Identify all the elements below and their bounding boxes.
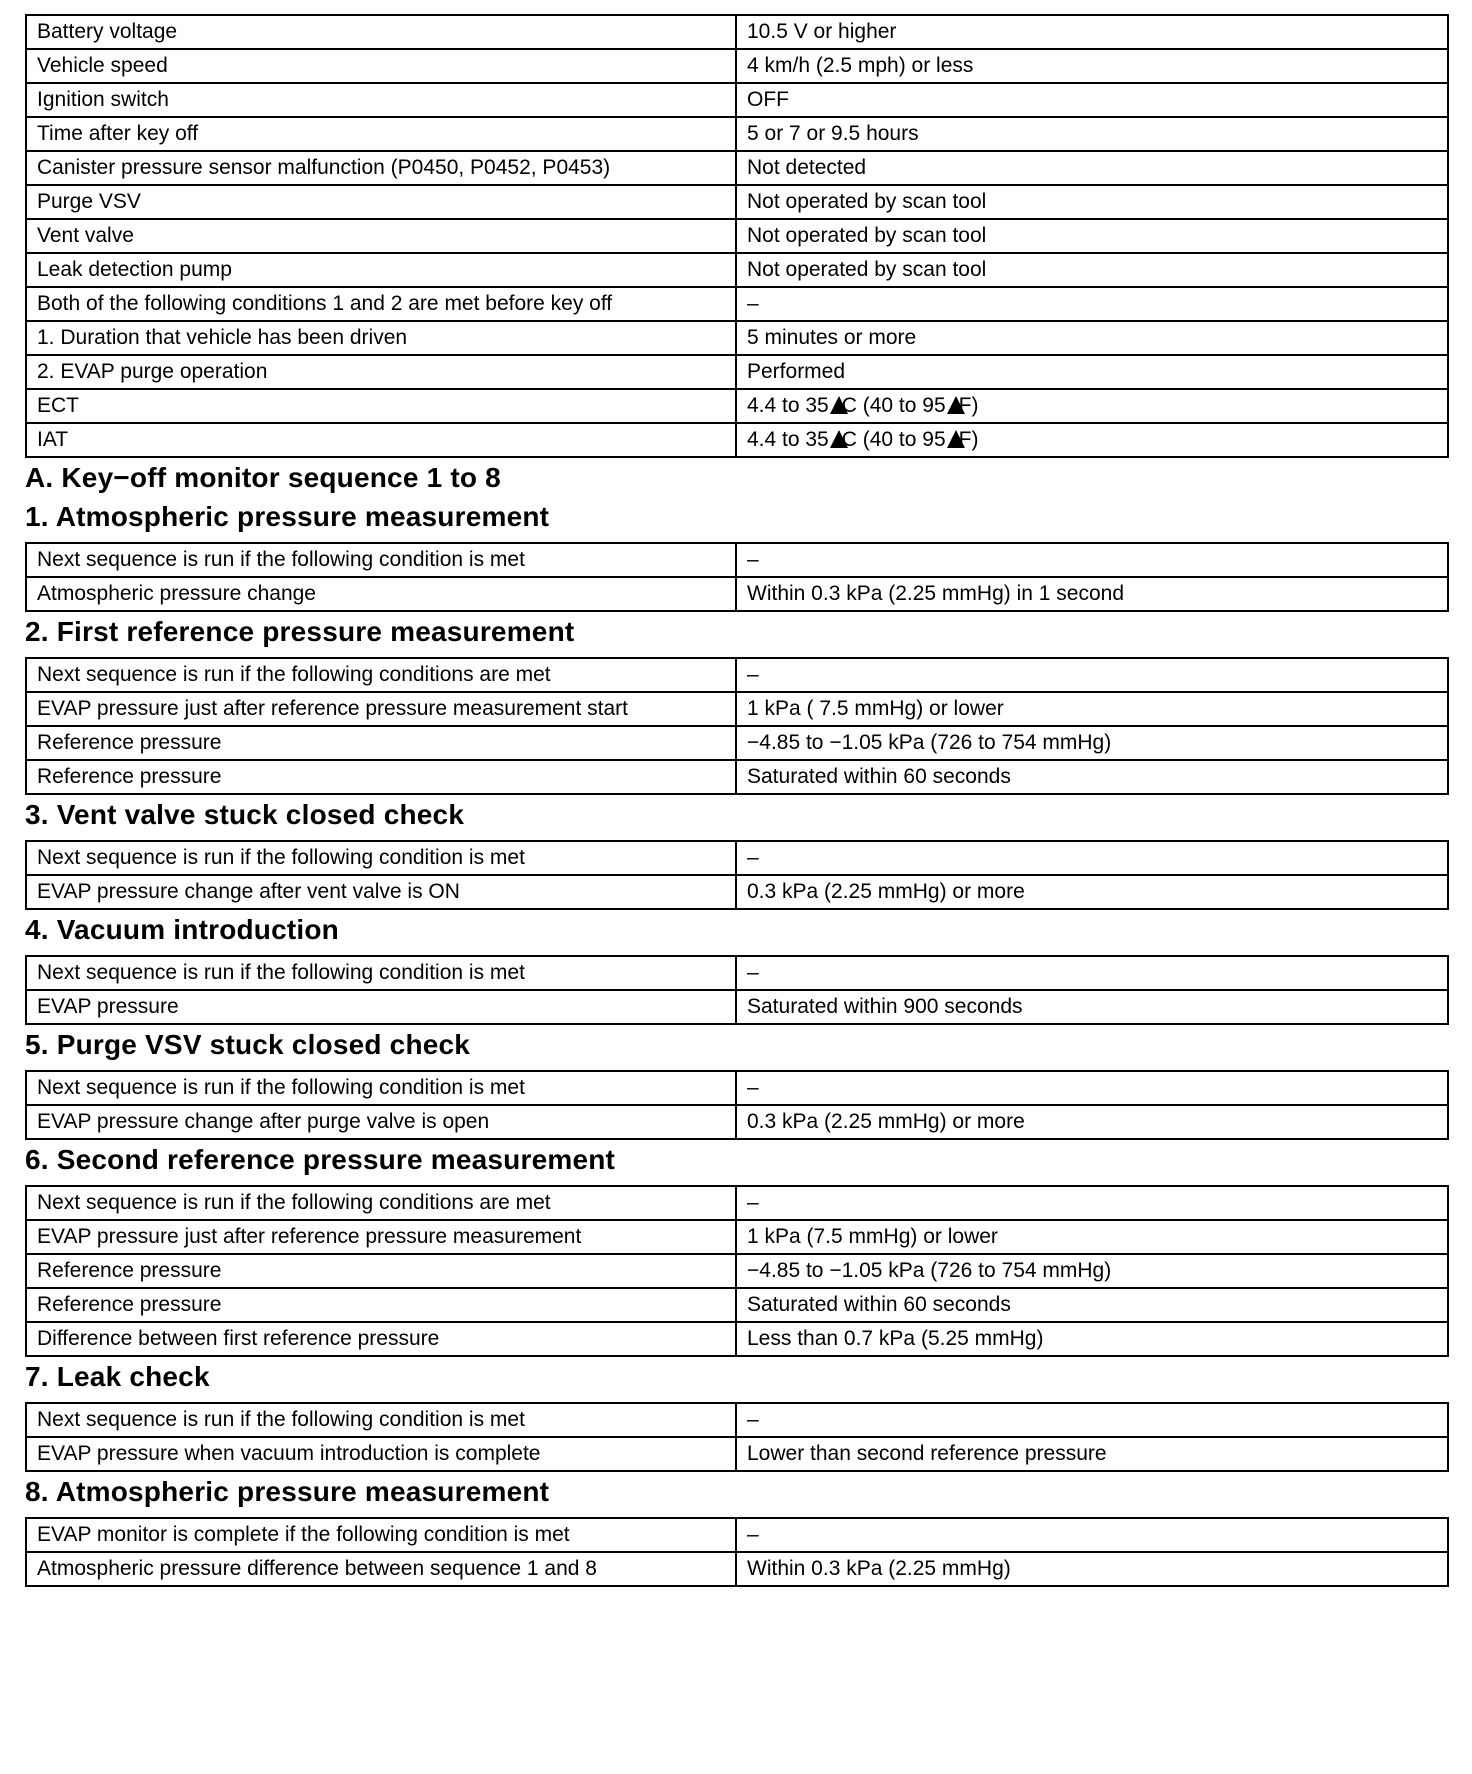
table-row: [26, 117, 1448, 151]
condition-item-cell: Atmospheric pressure difference between sequence 1 and 8: [26, 1552, 736, 1586]
table-row: [26, 1288, 1448, 1322]
condition-value-cell: Performed: [736, 355, 1448, 389]
condition-item-cell: Purge VSV: [26, 185, 736, 219]
condition-value-cell: OFF: [736, 83, 1448, 117]
section-heading: 5. Purge VSV stuck closed check: [25, 1029, 471, 1060]
condition-value-cell: 1 kPa ( 7.5 mmHg) or lower: [736, 692, 1448, 726]
condition-value-cell: –: [736, 1071, 1448, 1105]
table-row: [26, 990, 1448, 1024]
table-row: [26, 1105, 1448, 1139]
table-row: [26, 1403, 1448, 1437]
table-row: [26, 49, 1448, 83]
condition-value-cell: 4.4 to 35 C (40 to 95 F): [736, 389, 1448, 423]
condition-value-cell: 0.3 kPa (2.25 mmHg) or more: [736, 875, 1448, 909]
sequence-table-body: [26, 1403, 1448, 1471]
sequence-table-body: [26, 658, 1448, 794]
sequence-table-body: [26, 1186, 1448, 1356]
condition-item-cell: Reference pressure: [26, 1254, 736, 1288]
condition-item-cell: ECT: [26, 389, 736, 423]
table-row: [26, 1437, 1448, 1471]
table-row: [26, 1552, 1448, 1586]
sequence-table: [25, 657, 1449, 795]
sequence-table-body: [26, 956, 1448, 1024]
table-row: [26, 219, 1448, 253]
condition-item-cell: Next sequence is run if the following condition is met: [26, 543, 736, 577]
table-row: [26, 83, 1448, 117]
condition-value-cell: Saturated within 60 seconds: [736, 760, 1448, 794]
condition-item-cell: Canister pressure sensor malfunction (P0450, P0452, P0453): [26, 151, 736, 185]
table-row: [26, 692, 1448, 726]
table-row: [26, 841, 1448, 875]
table-row: [26, 577, 1448, 611]
sequence-table: [25, 1070, 1449, 1140]
condition-value-cell: Not operated by scan tool: [736, 219, 1448, 253]
table-row: [26, 1322, 1448, 1356]
section-heading: 1. Atmospheric pressure measurement: [25, 501, 550, 532]
condition-value-cell: Within 0.3 kPa (2.25 mmHg): [736, 1552, 1448, 1586]
sequence-table: [25, 1402, 1449, 1472]
condition-value-cell: Saturated within 60 seconds: [736, 1288, 1448, 1322]
table-row: [26, 1254, 1448, 1288]
table-row: [26, 875, 1448, 909]
condition-item-cell: EVAP pressure change after vent valve is ON: [26, 875, 736, 909]
condition-item-cell: 2. EVAP purge operation: [26, 355, 736, 389]
condition-item-cell: Next sequence is run if the following condition is met: [26, 1403, 736, 1437]
document-page: [25, 14, 1447, 1587]
condition-value-cell: 0.3 kPa (2.25 mmHg) or more: [736, 1105, 1448, 1139]
section-heading: 2. First reference pressure measurement: [25, 616, 575, 647]
sequence-table: [25, 840, 1449, 910]
condition-item-cell: Next sequence is run if the following condition is met: [26, 841, 736, 875]
sequence-table-body: [26, 841, 1448, 909]
table-row: [26, 287, 1448, 321]
table-row: [26, 658, 1448, 692]
condition-value-cell: –: [736, 1403, 1448, 1437]
condition-item-cell: EVAP pressure: [26, 990, 736, 1024]
condition-item-cell: Reference pressure: [26, 726, 736, 760]
table-row: [26, 1186, 1448, 1220]
table-row: [26, 321, 1448, 355]
condition-value-cell: 5 minutes or more: [736, 321, 1448, 355]
condition-value-cell: –: [736, 841, 1448, 875]
degree-icon: [830, 430, 848, 448]
table-row: [26, 1220, 1448, 1254]
condition-item-cell: Vent valve: [26, 219, 736, 253]
condition-item-cell: Next sequence is run if the following condition is met: [26, 956, 736, 990]
condition-value-cell: −4.85 to −1.05 kPa (726 to 754 mmHg): [736, 726, 1448, 760]
condition-value-cell: –: [736, 1518, 1448, 1552]
table-row: [26, 1071, 1448, 1105]
condition-item-cell: IAT: [26, 423, 736, 457]
table-row: [26, 1518, 1448, 1552]
condition-value-cell: −4.85 to −1.05 kPa (726 to 754 mmHg): [736, 1254, 1448, 1288]
conditions-table-body: [26, 15, 1448, 457]
section-heading: 8. Atmospheric pressure measurement: [25, 1476, 550, 1507]
sequence-table-body: [26, 1518, 1448, 1586]
condition-value-cell: Within 0.3 kPa (2.25 mmHg) in 1 second: [736, 577, 1448, 611]
condition-value-cell: 10.5 V or higher: [736, 15, 1448, 49]
sequence-sections: [25, 497, 1447, 1587]
condition-item-cell: EVAP pressure when vacuum introduction is complete: [26, 1437, 736, 1471]
conditions-table: [25, 14, 1449, 458]
condition-item-cell: Atmospheric pressure change: [26, 577, 736, 611]
condition-item-cell: Ignition switch: [26, 83, 736, 117]
table-row: [26, 543, 1448, 577]
condition-item-cell: Next sequence is run if the following conditions are met: [26, 658, 736, 692]
condition-value-cell: Not operated by scan tool: [736, 253, 1448, 287]
condition-item-cell: Reference pressure: [26, 760, 736, 794]
section-heading: 6. Second reference pressure measurement: [25, 1144, 616, 1175]
table-row: [26, 760, 1448, 794]
sequence-table: [25, 542, 1449, 612]
main-heading: A. Key−off monitor sequence 1 to 8: [25, 462, 501, 493]
sequence-table-body: [26, 543, 1448, 611]
degree-icon: [947, 430, 965, 448]
condition-value-cell: –: [736, 956, 1448, 990]
table-row: [26, 185, 1448, 219]
table-row: [26, 956, 1448, 990]
table-row: [26, 15, 1448, 49]
condition-item-cell: EVAP monitor is complete if the following condition is met: [26, 1518, 736, 1552]
table-row: [26, 423, 1448, 457]
table-row: [26, 253, 1448, 287]
condition-item-cell: Vehicle speed: [26, 49, 736, 83]
condition-value-cell: –: [736, 658, 1448, 692]
table-row: [26, 151, 1448, 185]
condition-item-cell: EVAP pressure just after reference pressure measurement start: [26, 692, 736, 726]
condition-value-cell: 5 or 7 or 9.5 hours: [736, 117, 1448, 151]
condition-item-cell: Difference between first reference pressure: [26, 1322, 736, 1356]
sequence-table: [25, 1185, 1449, 1357]
condition-value-cell: –: [736, 543, 1448, 577]
sequence-table: [25, 1517, 1449, 1587]
condition-item-cell: Both of the following conditions 1 and 2 are met before key off: [26, 287, 736, 321]
degree-icon: [830, 396, 848, 414]
table-row: [26, 726, 1448, 760]
condition-value-cell: 4 km/h (2.5 mph) or less: [736, 49, 1448, 83]
section-heading: 7. Leak check: [25, 1361, 210, 1392]
condition-value-cell: Less than 0.7 kPa (5.25 mmHg): [736, 1322, 1448, 1356]
sequence-table: [25, 955, 1449, 1025]
condition-item-cell: EVAP pressure just after reference pressure measurement: [26, 1220, 736, 1254]
table-row: [26, 355, 1448, 389]
section-heading: 3. Vent valve stuck closed check: [25, 799, 465, 830]
condition-value-cell: 1 kPa (7.5 mmHg) or lower: [736, 1220, 1448, 1254]
condition-item-cell: EVAP pressure change after purge valve is open: [26, 1105, 736, 1139]
section-heading: 4. Vacuum introduction: [25, 914, 339, 945]
condition-value-cell: Lower than second reference pressure: [736, 1437, 1448, 1471]
condition-item-cell: Next sequence is run if the following condition is met: [26, 1071, 736, 1105]
condition-value-cell: Not operated by scan tool: [736, 185, 1448, 219]
condition-value-cell: Saturated within 900 seconds: [736, 990, 1448, 1024]
condition-value-cell: –: [736, 1186, 1448, 1220]
sequence-table-body: [26, 1071, 1448, 1139]
condition-item-cell: Reference pressure: [26, 1288, 736, 1322]
condition-value-cell: –: [736, 287, 1448, 321]
condition-item-cell: 1. Duration that vehicle has been driven: [26, 321, 736, 355]
condition-item-cell: Next sequence is run if the following conditions are met: [26, 1186, 736, 1220]
condition-item-cell: Time after key off: [26, 117, 736, 151]
condition-item-cell: Battery voltage: [26, 15, 736, 49]
degree-icon: [947, 396, 965, 414]
condition-item-cell: Leak detection pump: [26, 253, 736, 287]
table-row: [26, 389, 1448, 423]
condition-value-cell: 4.4 to 35 C (40 to 95 F): [736, 423, 1448, 457]
condition-value-cell: Not detected: [736, 151, 1448, 185]
